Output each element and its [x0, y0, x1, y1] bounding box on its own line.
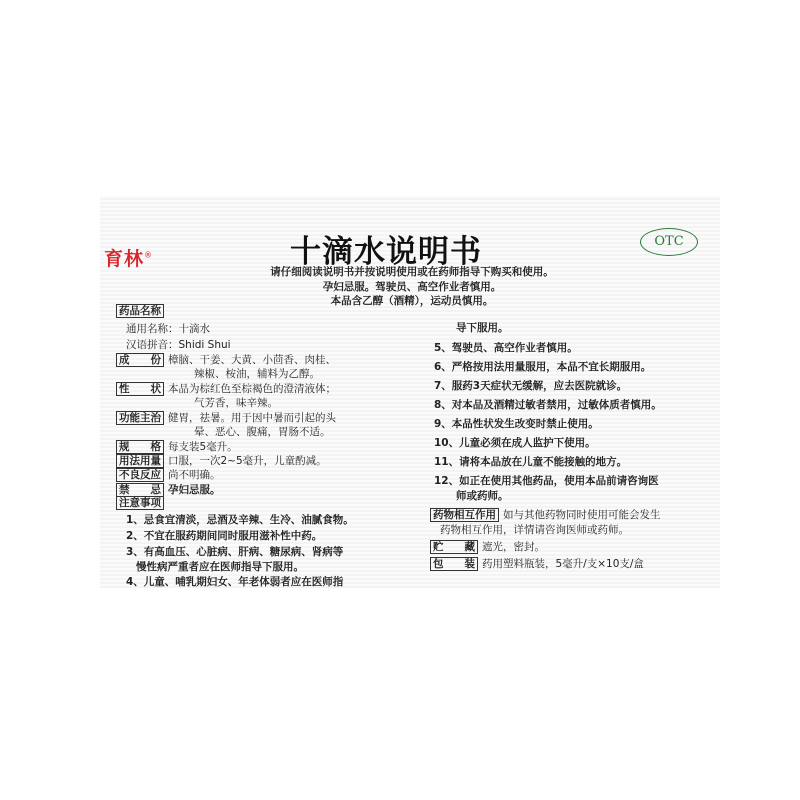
contra-value: 孕妇忌服。: [168, 484, 221, 496]
adverse-value: 尚不明确。: [168, 469, 221, 481]
generic-label: 通用名称：: [126, 323, 179, 335]
registered-mark: ®: [144, 250, 154, 260]
property-line-1: 本品为棕红色至棕褐色的澄清液体；: [168, 383, 336, 395]
usage-value: 口服，一次2~5毫升，儿童酌减。: [168, 455, 327, 467]
caution-label: 注意事项: [116, 496, 164, 510]
package-value: 药用塑料瓶装，5毫升/支×10支/盒: [482, 558, 644, 570]
left-column: [116, 304, 416, 588]
right-column: [430, 320, 720, 570]
brand-name: 育林: [104, 248, 145, 270]
caution-item-9: 9、本品性状发生改变时禁止使用。: [434, 418, 599, 430]
caution-item-7: 7、服药3天症状无缓解，应去医院就诊。: [434, 380, 628, 392]
notice-line-3: 本品含乙醇（酒精），运动员慎用。: [330, 295, 494, 307]
brand-logo: [104, 244, 153, 271]
caution-item-1: 1、忌食宜清淡，忌酒及辛辣、生冷、油腻食物。: [126, 514, 354, 526]
interaction-line-2: 药物相互作用，详情请咨询医师或药师。: [440, 524, 629, 536]
property-line-2: 气芳香，味辛辣。: [194, 397, 278, 409]
ingredients-line-2: 辣椒、桉油，辅料为乙醇。: [194, 368, 320, 380]
ingredients-label: 成 份: [116, 353, 164, 367]
drug-name-label: 药品名称: [116, 304, 164, 318]
caution-item-3-cont: 慢性病严重者应在医师指导下服用。: [136, 561, 304, 573]
package-label: 包 装: [430, 557, 478, 571]
interaction-line-1: 如与其他药物同时使用可能会发生: [503, 509, 661, 521]
adverse-label: 不良反应: [116, 468, 164, 482]
ingredients-line-1: 樟脑、干姜、大黄、小茴香、肉桂、: [168, 354, 336, 366]
spec-label: 规 格: [116, 440, 164, 454]
storage-label: 贮 藏: [430, 540, 478, 554]
caution-item-11: 11、请将本品放在儿童不能接触的地方。: [434, 456, 628, 468]
spec-value: 每支装5毫升。: [168, 441, 238, 453]
generic-value: 十滴水: [178, 323, 210, 335]
caution-item-12-cont: 师或药师。: [456, 490, 509, 502]
caution-item-2: 2、不宜在服药期间同时服用滋补性中药。: [126, 530, 323, 542]
notice-line-1: 请仔细阅读说明书并按说明使用或在药师指导下购买和使用。: [270, 266, 554, 278]
pinyin-label: 汉语拼音：: [126, 339, 179, 351]
property-label: 性 状: [116, 382, 164, 396]
function-label: 功能主治: [116, 411, 164, 425]
function-line-2: 晕、恶心、腹痛，胃肠不适。: [194, 426, 331, 438]
caution-item-3: 3、有高血压、心脏病、肝病、糖尿病、肾病等: [126, 546, 344, 558]
notice-line-2: 孕妇忌服。驾驶员、高空作业者慎用。: [322, 281, 502, 293]
caution-item-8: 8、对本品及酒精过敏者禁用，过敏体质者慎用。: [434, 399, 662, 411]
contra-label: 禁 忌: [116, 483, 164, 497]
storage-value: 遮光，密封。: [482, 541, 545, 553]
otc-badge: OTC: [640, 228, 698, 256]
page-title: 十滴水说明书: [290, 234, 482, 270]
caution-item-5: 5、驾驶员、高空作业者慎用。: [434, 342, 578, 354]
function-line-1: 健胃，祛暑。用于因中暑而引起的头: [168, 412, 336, 424]
pinyin-value: Shidi Shui: [178, 339, 231, 351]
caution-item-12: 12、如正在使用其他药品，使用本品前请咨询医: [434, 475, 659, 487]
caution-item-10: 10、儿童必须在成人监护下使用。: [434, 437, 596, 449]
usage-label: 用法用量: [116, 454, 164, 468]
caution-item-6: 6、严格按用法用量服用，本品不宜长期服用。: [434, 361, 652, 373]
caution-item-4: 4、儿童、哺乳期妇女、年老体弱者应在医师指: [126, 576, 344, 588]
interaction-label: 药物相互作用: [430, 508, 499, 522]
caution-item-4-cont: 导下服用。: [456, 322, 509, 334]
